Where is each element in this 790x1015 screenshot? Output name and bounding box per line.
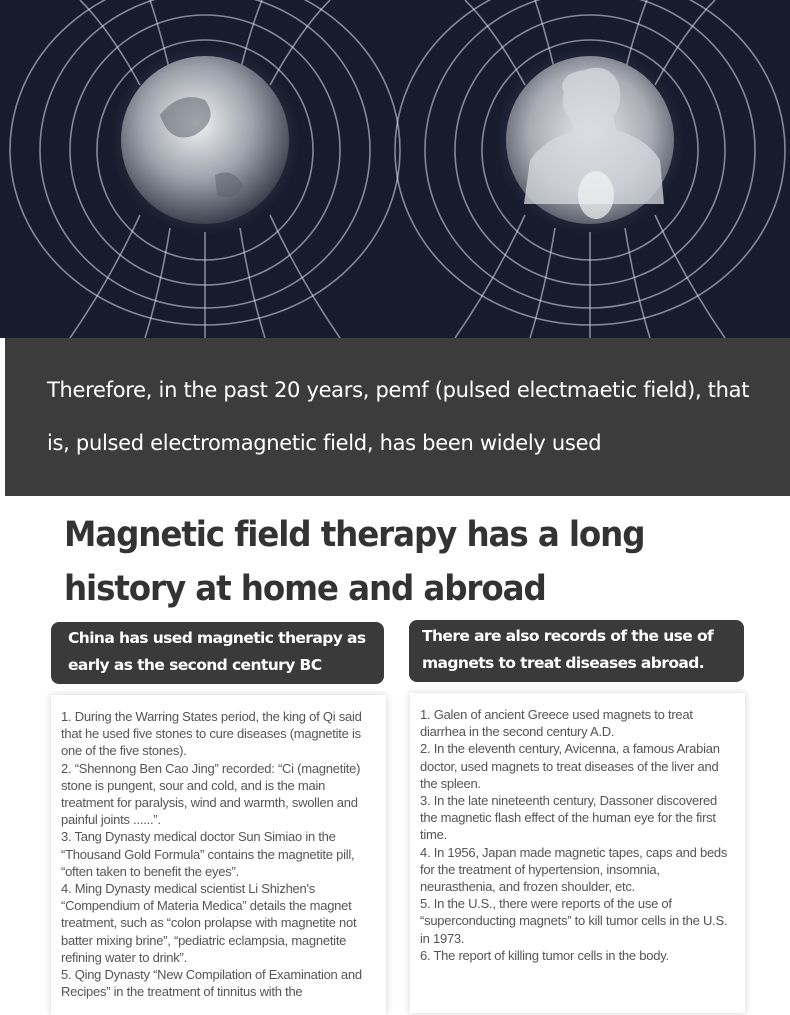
- earth-globe: [121, 56, 289, 224]
- list-item: 1. Galen of ancient Greece used magnets to treat diarrhea in the second century A.D.: [420, 707, 693, 740]
- list-item: 2. In the eleventh century, Avicenna, a famous Arabian doctor, used magnets to treat diseases of the liver and the spleen.: [420, 741, 720, 791]
- list-item: 6. The report of killing tumor cells in the body.: [420, 947, 669, 963]
- section-title: Magnetic field therapy has a long history at home and abroad: [64, 515, 645, 609]
- list-item: 4. Ming Dynasty medical scientist Li Shizhen's “Compendium of Materia Medica” details the magnet treatment, such as “colon prolapse with magnetite not batter mixing brine”, “pediatric eclampsia, magnetite refining water to drink”.: [61, 881, 357, 965]
- list-item: 3. In the late nineteenth century, Dassoner discovered the magnetic flash effect of the human eye for the first time.: [420, 793, 718, 843]
- list-item: 3. Tang Dynasty medical doctor Sun Simiao in the “Thousand Gold Formula” contains the magnetite pill, “often taken to benefit the eyes”.: [61, 829, 355, 879]
- magnetic-field-illustration: [0, 0, 790, 338]
- banner-text: Therefore, in the past 20 years, pemf (pulsed electmaetic field), that is, pulsed electromagnetic field, has been widely used: [47, 378, 750, 455]
- list-item: 5. Qing Dynasty “New Compilation of Examination and Recipes” in the treatment of tinnitus with the: [61, 967, 362, 1000]
- list-item: 4. In 1956, Japan made magnetic tapes, caps and beds for the treatment of hypertension, insomnia, neurasthenia, and frozen shoulder, etc.: [420, 844, 728, 895]
- list-item: 5. In the U.S., there were reports of the use of “superconducting magnets” to kill tumor cells in the U.S. in 1973.: [420, 896, 728, 946]
- hero-image: [0, 0, 790, 338]
- abroad-history-list: [420, 706, 737, 964]
- heart-icon: [578, 171, 614, 219]
- info-banner: [5, 338, 790, 496]
- list-item: 2. “Shennong Ben Cao Jing” recorded: “Ci (magnetite) stone is pungent, sour and cold, and is the main treatment for paralysis, wind and warmth, swollen and painful joints ......”.: [61, 760, 361, 828]
- china-history-list: [61, 708, 378, 1000]
- abroad-history-card: [410, 693, 745, 1013]
- abroad-heading: There are also records of the use of magnets to treat diseases abroad.: [409, 620, 744, 682]
- list-item: 1. During the Warring States period, the king of Qi said that he used five stones to cure diseases (magnetite is one of the five stones).: [61, 709, 362, 759]
- china-heading: China has used magnetic therapy as early as the second century BC: [51, 622, 384, 684]
- china-history-card: [51, 695, 386, 1015]
